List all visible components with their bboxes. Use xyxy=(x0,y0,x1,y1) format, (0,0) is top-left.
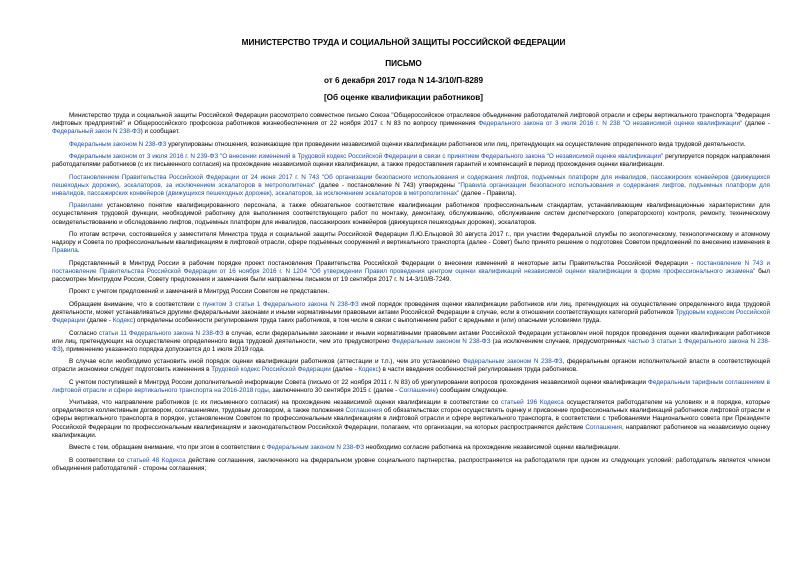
paragraph-text: Представленный в Минтруд России в рабочем порядке проект постановления Правительства Российской Федерации о внесении изменений в некоторые акты Правительства Российской Федерации - xyxy=(69,259,697,267)
paragraph xyxy=(52,231,770,255)
paragraph xyxy=(52,260,770,284)
paragraph-text: Вместе с тем, обращаем внимание, что при этом в соответствии с xyxy=(69,444,267,452)
legal-reference-link[interactable]: Федеральный закон N 238-ФЗ xyxy=(52,128,141,136)
paragraph-text: В случае если необходимо установить иной порядок оценки квалификации работников (аттестации и т.п.), чем это установлено xyxy=(69,358,463,366)
paragraph-text: , федеральным органом исполнительной власти в соответствующей отрасли экономики следует подготовить изменения в xyxy=(52,358,771,374)
paragraph xyxy=(52,202,770,226)
legal-reference-link[interactable]: Федеральным законом N 238-ФЗ xyxy=(391,337,491,345)
paragraph-text: С учетом поступившей в Минтруд России дополнительной информации Совета (письмо от 22 ноября 2011 г. N 83) об урегулировании вопросов прохождения независимой оценки квалификации xyxy=(69,378,648,386)
legal-reference-link[interactable]: статьей 196 Кодекса xyxy=(501,399,564,407)
legal-reference-link[interactable]: статьи 11 Федерального закона N 238-ФЗ xyxy=(98,329,224,337)
legal-reference-link[interactable]: Федерального закона от 3 июля 2016 г. N 238 "О независимой оценке квалификации" xyxy=(478,120,743,128)
paragraph-text: Министерство труда и социальной защиты Российской Федерации рассмотрело совместное письмо Союза "Общероссийское отраслевое объединение работодателей лифтовой отрасли и сферы вертикального транспорта "Федерация лифтовых предприятий" и Общероссийского профсоюза работников жизнеобеспечения от 22 ноября 2017 г. N 83 по вопросу применения xyxy=(52,112,770,128)
legal-reference-link[interactable]: Кодекс xyxy=(112,316,134,324)
legal-reference-link[interactable]: Правила xyxy=(52,247,78,255)
paragraph-text: (далее - xyxy=(85,316,113,324)
paragraph-text: Учитывая, что направление работников (с их письменного согласия) на прохождение независимой оценки квалификации в соответствии со xyxy=(69,399,502,407)
paragraph-text: ) определены особенности регулирования труда таких работников, в том числе в связи с выполнением работ с вредными и (или) опасными условиями труда. xyxy=(133,316,601,324)
paragraph-text: (далее - xyxy=(742,120,771,128)
legal-reference-link[interactable]: пунктом 3 статьи 1 Федерального закона N 238-ФЗ xyxy=(202,300,359,308)
ministry-title: МИНИСТЕРСТВО ТРУДА И СОЦИАЛЬНОЙ ЗАЩИТЫ РОССИЙСКОЙ ФЕДЕРАЦИИ xyxy=(241,38,566,47)
paragraph-text: иной порядок проведения оценки квалификации работников или лиц, претендующих на осуществление определенного вида трудовой деятельности, может устанавливаться другими федеральными законами и иными нормативными правовыми актами Российской Федерации в случае, если в отношении соответствующих категорий работников xyxy=(52,300,770,316)
paragraph-text: (за исключением случаев, предусмотренных xyxy=(490,337,628,345)
legal-reference-link[interactable]: Федеральным законом N 238-ФЗ xyxy=(266,444,365,452)
paragraph-text: об обязательствах сторон осуществлять оценку и присвоение профессиональных квалификаций работников лифтовой отрасли и сферы вертикального транспорта в порядке, установленном Советом по профессиональным квалификациям в лифтовой отрасли и сфере вертикального транспорта, в соответствии с требованиями Национального совета при Президенте Российской Федерации по профессиональным квалификациям и законодательством Российской Федерации, полагаем, что организации, на которых распространяется действие xyxy=(52,407,770,431)
paragraph-text: был рассмотрен Минтрудом России, Совету предложения и замечания были направлены письмом от 19 сентября 2017 г. N 14-3/10/В-7249. xyxy=(52,267,770,283)
paragraph-text: , направляют работников на независимую оценку квалификации. xyxy=(52,423,770,439)
paragraph-text: ) в части введения особенностей регулирования труда работников. xyxy=(378,366,578,374)
legal-reference-link[interactable]: Кодекс xyxy=(358,366,379,374)
legal-reference-link[interactable]: Федеральным законом N 238-ФЗ xyxy=(462,358,563,366)
legal-reference-link[interactable]: Федеральным законом N 238-ФЗ xyxy=(69,140,167,148)
paragraph-text: ) сообщаем следующее. xyxy=(435,386,508,394)
paragraph-text: ) и сообщает. xyxy=(140,128,180,136)
legal-reference-link[interactable]: Федеральным законом от 3 июля 2016 г. N 239-ФЗ "О внесении изменений в Трудовой кодекс Российской Федерации в связи с принятием Федерального закона "О независимой оценке квалификации" xyxy=(69,153,664,161)
legal-reference-link[interactable]: "Правила организации безопасного использования и содержания лифтов, подъемных платформ для инвалидов, пассажирских конвейеров (движущихся пешеходных дорожек), эскалаторов, за исключением эскалаторов в метрополитенах" xyxy=(52,181,770,197)
paragraph-text: По итогам встречи, состоявшейся у заместителя Министра труда и социальной защиты Российской Федерации Л.Ю.Ельцовой 30 августа 2017 г., при участии Федеральной службы по экологическому, технологическому и атомному надзору и Совета по профессиональным квалификациям в лифтовой отрасли, сфере подъемных сооружений и вертикального транспорта (далее - Совет) было принято решение о подготовке Советом предложений по внесению изменения в xyxy=(52,231,770,247)
paragraph-text: необходимо согласие работника на прохождение независимой оценки квалификации. xyxy=(364,444,621,452)
paragraph-text: регулируется порядок направления работодателями работников (с их письменного согласия) на прохождение независимой оценки квалификации, а также предоставления гарантий и компенсаций в период прохождения оценки квалификации. xyxy=(52,153,770,169)
document-type: ПИСЬМО xyxy=(385,59,422,68)
paragraph xyxy=(52,444,770,452)
paragraph-text: (далее - xyxy=(330,366,359,374)
paragraph-text: Проект с учетом предложений и замечаний в Минтруд России Советом не представлен. xyxy=(69,288,330,296)
paragraph-text: Согласно xyxy=(69,329,99,337)
paragraph xyxy=(52,153,770,169)
paragraph-text: в случае, если федеральными законами и иными нормативными правовыми актами Российской Федерации установлен иной порядок проведения оценки квалификации работников или лиц, претендующих на осуществление определенного вида трудовой деятельности, чем это предусмотрено xyxy=(52,329,770,345)
document-date-number: от 6 декабря 2017 года N 14-3/10/П-8289 xyxy=(323,76,484,85)
paragraph xyxy=(52,174,770,198)
paragraph-text: Обращаем внимание, что в соответствии с xyxy=(69,300,203,308)
legal-reference-link[interactable]: Трудовым кодексом Российской Федерации xyxy=(52,308,770,324)
paragraph xyxy=(52,141,770,149)
legal-reference-link[interactable]: постановление N 743 и постановление Правительства Российской Федерации от 16 ноября 2016 г. N 1204 "Об утверждении Правил проведения центром оценки квалификаций независимой оценки квалификации в форме профессионального экзамена" xyxy=(52,259,770,275)
legal-reference-link[interactable]: Соглашения xyxy=(345,407,383,415)
paragraph xyxy=(52,457,770,473)
letter-body xyxy=(52,112,770,477)
paragraph-text: действие соглашения, заключенного на федеральном уровне социального партнерства, распространяется на работодателя при одном из следующих условий: работодатель является членом объединения работодателей - стороны соглашения; xyxy=(52,456,770,472)
paragraph-text: урегулированы отношения, возникающие при проведении независимой оценки квалификации работников или лиц, претендующих на осуществление определенного вида трудовой деятельности. xyxy=(166,140,746,148)
paragraph xyxy=(52,288,770,296)
paragraph-text: (далее - Правила). xyxy=(459,189,517,197)
paragraph xyxy=(52,330,770,354)
paragraph-text: осуществляется работодателем на условиях и в порядке, которые определяются коллективным договором, соглашениями, трудовым договором, а также положения xyxy=(52,399,771,415)
paragraph-text: установлено понятие квалифицированного персонала, а также обязательное соответствие квалификации работников профессиональным стандартам, устанавливающим квалификационные характеристики для осуществления трудовой функции, необходимой работнику для выполнения соответствующего работ по монтажу, демонтажу, обслуживанию, обслуживание систем диспетчерского (операторского) контроля, ремонту, техническому освидетельствованию и обследованию лифтов, подъемных платформ для инвалидов, пассажирских конвейеров (движущихся пешеходных дорожек), эскалаторов. xyxy=(52,202,770,226)
legal-reference-link[interactable]: Правилами xyxy=(69,202,103,210)
paragraph-text: , заключенного 30 сентября 2015 г. (далее - xyxy=(268,386,400,394)
paragraph xyxy=(52,112,770,136)
legal-reference-link[interactable]: частью 3 статьи 1 Федерального закона N 238-ФЗ xyxy=(52,337,771,353)
paragraph xyxy=(52,358,770,374)
legal-reference-link[interactable]: Федеральным тарифным соглашением в лифтовой отрасли и сфере вертикального транспорта на 2016-2018 годы xyxy=(52,378,770,394)
legal-reference-link[interactable]: Постановлением Правительства Российской Федерации от 24 июня 2017 г. N 743 "Об организации безопасного использования и содержания лифтов, подъемных платформ для инвалидов, пассажирских конвейеров (движущихся пешеходных дорожек), эскалаторов, за исключением эскалаторов в метрополитенах" xyxy=(52,173,770,189)
paragraph-text: В соответствии со xyxy=(69,456,127,464)
paragraph-text: ), применению указанного порядка допускается до 1 июля 2019 года. xyxy=(60,345,265,353)
legal-reference-link[interactable]: Трудовой кодекс Российской Федерации xyxy=(211,366,331,374)
document-subject: [Об оценке квалификации работников] xyxy=(323,93,484,102)
legal-reference-link[interactable]: Соглашение xyxy=(399,386,436,394)
paragraph xyxy=(52,399,770,439)
legal-reference-link[interactable]: статьей 48 Кодекса xyxy=(126,456,186,464)
paragraph-text: (далее - постановление N 743) утверждены xyxy=(315,181,459,189)
paragraph-text: . xyxy=(77,247,80,255)
paragraph xyxy=(52,301,770,325)
paragraph xyxy=(52,379,770,395)
legal-reference-link[interactable]: Соглашения xyxy=(585,423,622,431)
